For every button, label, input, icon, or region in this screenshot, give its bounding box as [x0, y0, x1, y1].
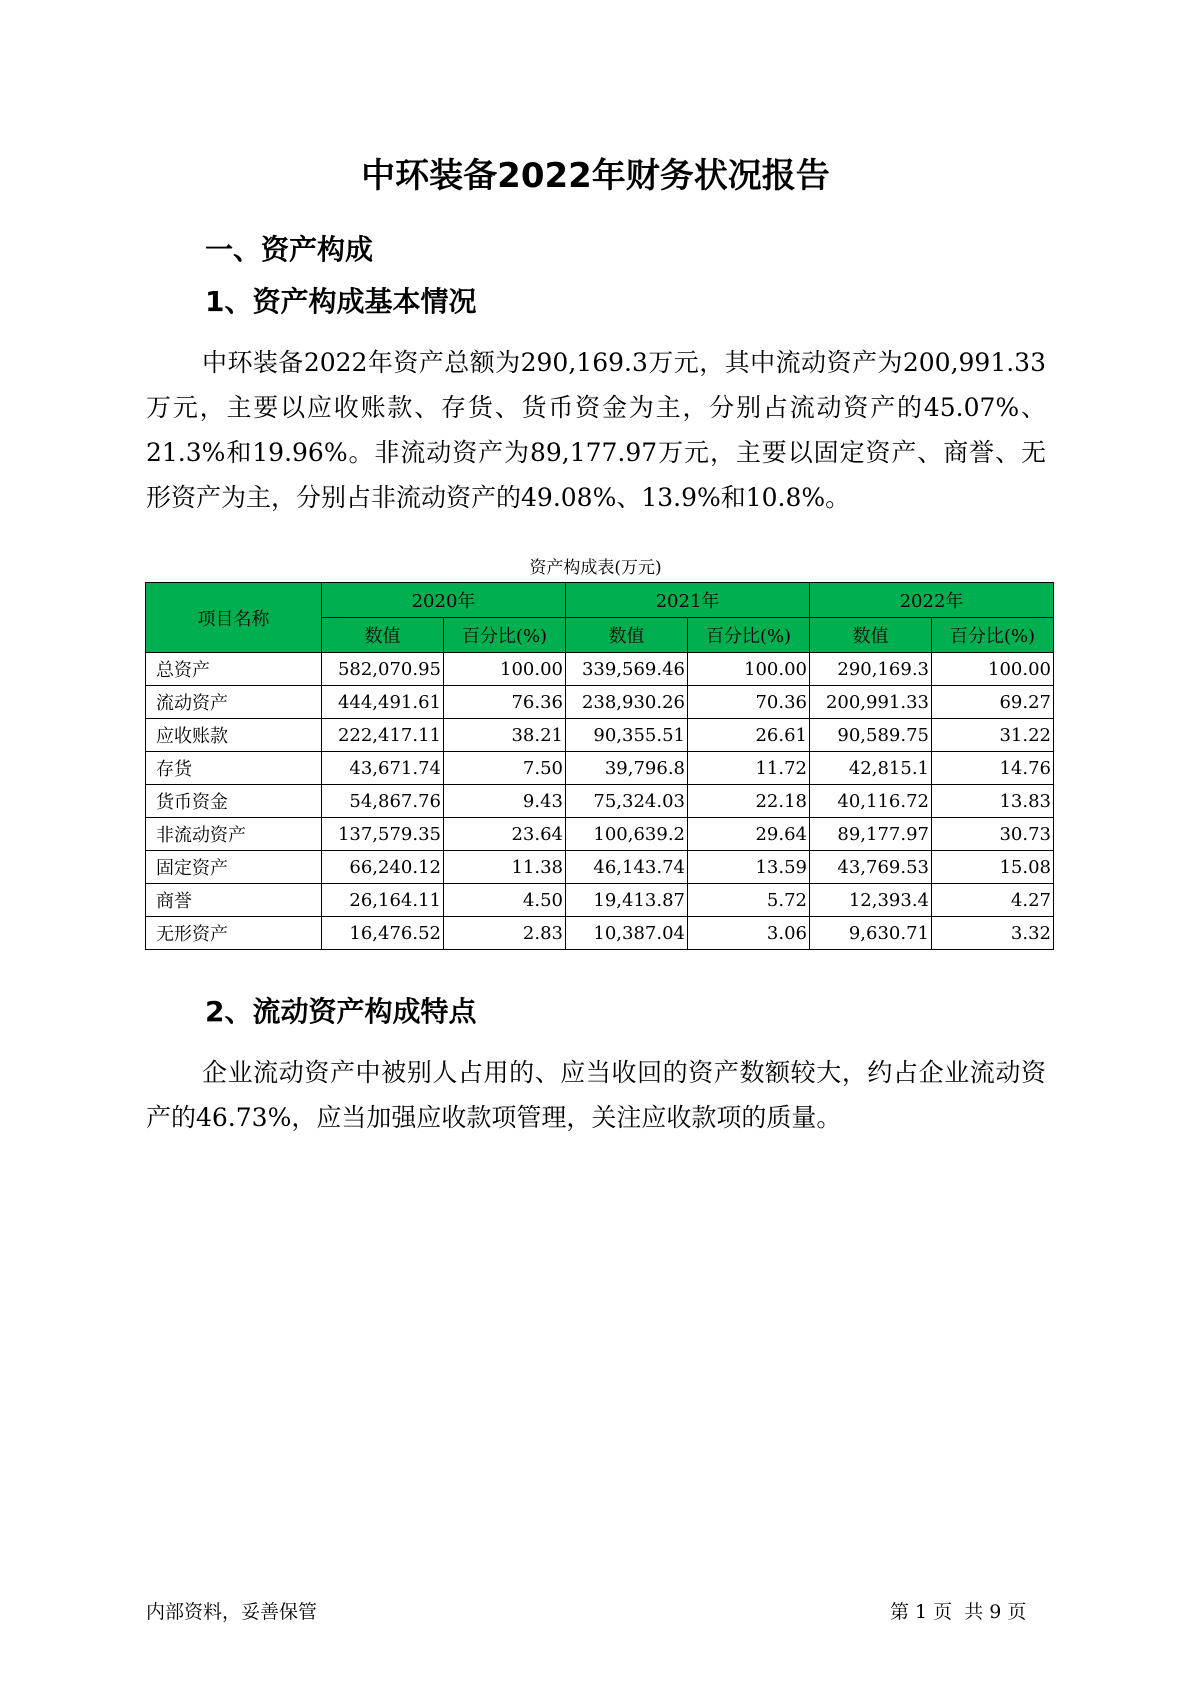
asset-composition-table [145, 582, 1054, 950]
value-cell: 100,639.2 [566, 818, 688, 851]
header-year-2022: 2022年 [810, 583, 1054, 618]
percent-cell: 13.59 [688, 851, 810, 884]
row-label: 商誉 [146, 884, 322, 917]
percent-cell: 4.27 [932, 884, 1054, 917]
row-label: 货币资金 [146, 785, 322, 818]
value-cell: 89,177.97 [810, 818, 932, 851]
percent-cell: 38.21 [444, 719, 566, 752]
page-title: 中环装备2022年财务状况报告 [361, 156, 830, 196]
value-cell: 222,417.11 [322, 719, 444, 752]
value-cell: 90,355.51 [566, 719, 688, 752]
subsection-heading-current-assets: 2、流动资产构成特点 [205, 995, 477, 1028]
value-cell: 238,930.26 [566, 686, 688, 719]
value-cell: 42,815.1 [810, 752, 932, 785]
table-body [146, 653, 1054, 950]
value-cell: 9,630.71 [810, 917, 932, 950]
value-cell: 43,671.74 [322, 752, 444, 785]
table-row [146, 917, 1054, 950]
percent-cell: 3.06 [688, 917, 810, 950]
section-heading-asset-composition: 一、资产构成 [205, 233, 374, 266]
value-cell: 16,476.52 [322, 917, 444, 950]
row-label: 流动资产 [146, 686, 322, 719]
paragraph-asset-summary: 中环装备2022年资产总额为290,169.3万元，其中流动资产为200,991.33万元，主要以应收账款、存货、货币资金为主，分别占流动资产的45.07%、21.3%和19.96%。非流动资产为89,177.97万元，主要以固定资产、商誉、无形资产为主，分别占非流动资产的49.08%、13.9%和10.8%。 [146, 348, 1046, 512]
percent-cell: 11.38 [444, 851, 566, 884]
header-year-2020: 2020年 [322, 583, 566, 618]
percent-cell: 70.36 [688, 686, 810, 719]
percent-cell: 9.43 [444, 785, 566, 818]
percent-cell: 23.64 [444, 818, 566, 851]
value-cell: 90,589.75 [810, 719, 932, 752]
value-cell: 200,991.33 [810, 686, 932, 719]
percent-cell: 2.83 [444, 917, 566, 950]
footer-page-number: 第 1 页 共 9 页 [890, 1601, 1027, 1623]
percent-cell: 7.50 [444, 752, 566, 785]
value-cell: 10,387.04 [566, 917, 688, 950]
percent-cell: 22.18 [688, 785, 810, 818]
table-row [146, 884, 1054, 917]
value-cell: 26,164.11 [322, 884, 444, 917]
row-label: 应收账款 [146, 719, 322, 752]
percent-cell: 26.61 [688, 719, 810, 752]
value-cell: 75,324.03 [566, 785, 688, 818]
percent-cell: 100.00 [444, 653, 566, 686]
percent-cell: 69.27 [932, 686, 1054, 719]
table-row [146, 653, 1054, 686]
percent-cell: 4.50 [444, 884, 566, 917]
percent-cell: 14.76 [932, 752, 1054, 785]
percent-cell: 76.36 [444, 686, 566, 719]
value-cell: 137,579.35 [322, 818, 444, 851]
footer-confidential-note: 内部资料，妥善保管 [146, 1601, 318, 1623]
header-percent: 百分比(%) [688, 618, 810, 653]
value-cell: 39,796.8 [566, 752, 688, 785]
percent-cell: 29.64 [688, 818, 810, 851]
value-cell: 582,070.95 [322, 653, 444, 686]
row-label: 固定资产 [146, 851, 322, 884]
percent-cell: 30.73 [932, 818, 1054, 851]
table-row [146, 686, 1054, 719]
header-value: 数值 [810, 618, 932, 653]
header-percent: 百分比(%) [444, 618, 566, 653]
percent-cell: 100.00 [688, 653, 810, 686]
value-cell: 46,143.74 [566, 851, 688, 884]
table-row [146, 818, 1054, 851]
value-cell: 43,769.53 [810, 851, 932, 884]
value-cell: 54,867.76 [322, 785, 444, 818]
row-label: 非流动资产 [146, 818, 322, 851]
header-value: 数值 [566, 618, 688, 653]
value-cell: 290,169.3 [810, 653, 932, 686]
row-label: 总资产 [146, 653, 322, 686]
percent-cell: 3.32 [932, 917, 1054, 950]
header-year-2021: 2021年 [566, 583, 810, 618]
percent-cell: 11.72 [688, 752, 810, 785]
value-cell: 19,413.87 [566, 884, 688, 917]
row-label: 无形资产 [146, 917, 322, 950]
percent-cell: 15.08 [932, 851, 1054, 884]
header-item-name: 项目名称 [146, 583, 322, 653]
table-row [146, 785, 1054, 818]
header-value: 数值 [322, 618, 444, 653]
subsection-heading-basic: 1、资产构成基本情况 [205, 285, 477, 318]
value-cell: 444,491.61 [322, 686, 444, 719]
header-percent: 百分比(%) [932, 618, 1054, 653]
paragraph-current-assets: 企业流动资产中被别人占用的、应当收回的资产数额较大，约占企业流动资产的46.73%，应当加强应收款项管理，关注应收款项的质量。 [146, 1058, 1046, 1132]
row-label: 存货 [146, 752, 322, 785]
table-row [146, 752, 1054, 785]
value-cell: 339,569.46 [566, 653, 688, 686]
table-row [146, 719, 1054, 752]
table-caption: 资产构成表(万元) [529, 558, 662, 578]
percent-cell: 13.83 [932, 785, 1054, 818]
percent-cell: 100.00 [932, 653, 1054, 686]
value-cell: 40,116.72 [810, 785, 932, 818]
percent-cell: 31.22 [932, 719, 1054, 752]
value-cell: 66,240.12 [322, 851, 444, 884]
value-cell: 12,393.4 [810, 884, 932, 917]
table-row [146, 851, 1054, 884]
percent-cell: 5.72 [688, 884, 810, 917]
